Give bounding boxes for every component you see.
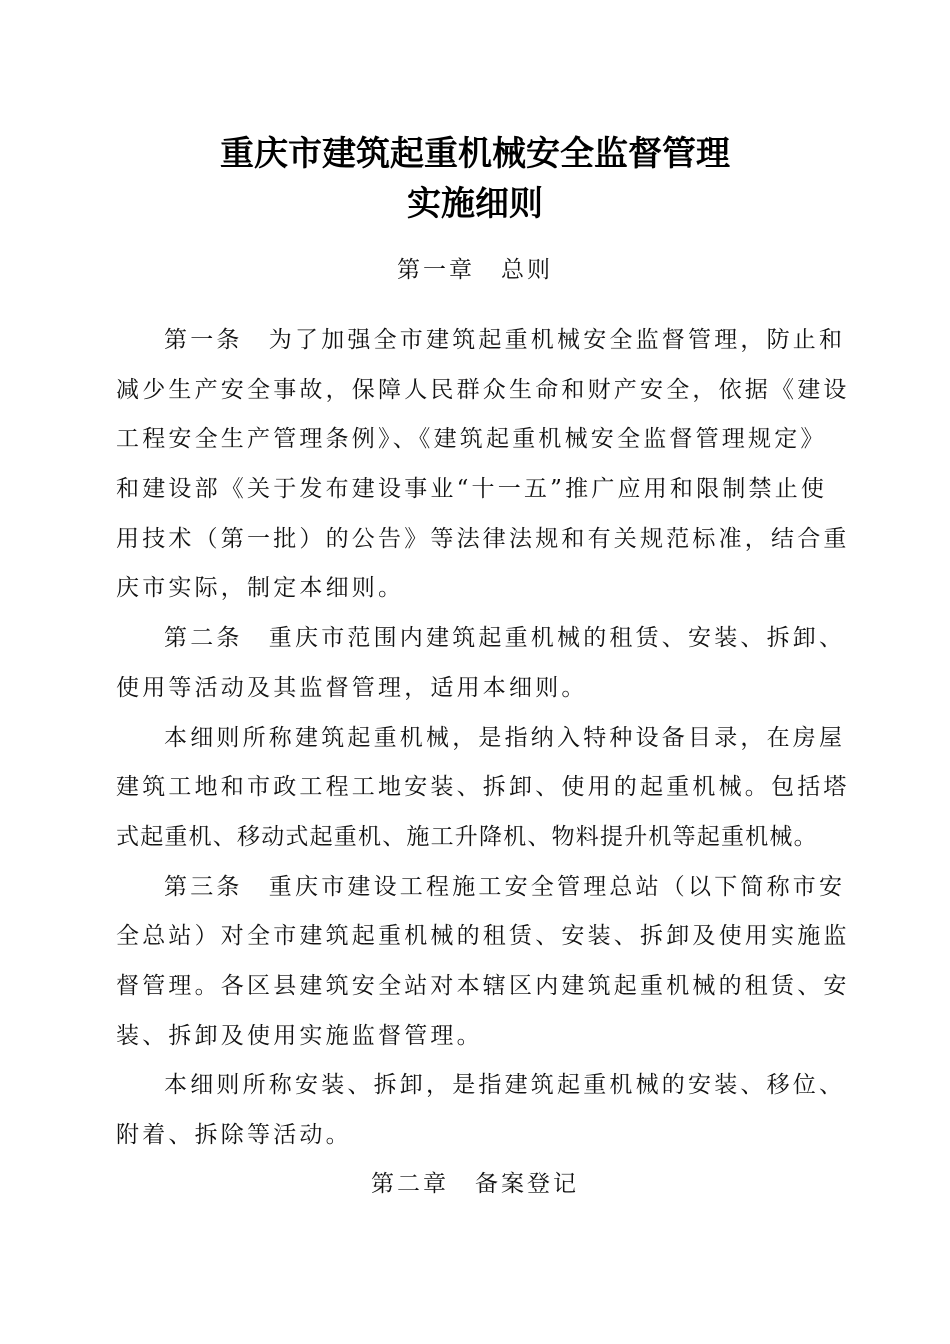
article-2-line-2: 使用等活动及其监督管理，适用本细则。 — [116, 674, 588, 701]
article-1-line-3: 工程安全生产管理条例》、《建筑起重机械安全监督管理规定》 — [116, 426, 827, 453]
document-title-line-2: 实施细则 — [407, 184, 543, 224]
paragraph-definition-line-2: 建筑工地和市政工程工地安装、拆卸、使用的起重机械。包括塔 — [116, 774, 850, 801]
article-1-line-1: 第一条 为了加强全市建筑起重机械安全监督管理，防止和 — [164, 327, 846, 353]
paragraph-installation-line-1: 本细则所称安装、拆卸，是指建筑起重机械的安装、移位、 — [164, 1072, 846, 1099]
document-title-line-1: 重庆市建筑起重机械安全监督管理 — [220, 134, 730, 174]
document-body — [116, 316, 850, 1161]
paragraph-definition-line-3: 式起重机、移动式起重机、施工升降机、物料提升机等起重机械。 — [116, 823, 818, 850]
paragraph-definition-line-1: 本细则所称建筑起重机械，是指纳入特种设备目录，在房屋 — [164, 724, 846, 751]
article-3-line-2: 全总站）对全市建筑起重机械的租赁、安装、拆卸及使用实施监 — [116, 923, 850, 950]
article-1-line-6: 庆市实际，制定本细则。 — [116, 575, 405, 602]
article-1-line-5: 用技术（第一批）的公告》等法律法规和有关规范标准，结合重 — [116, 525, 850, 552]
article-1-line-2: 减少生产安全事故，保障人民群众生命和财产安全，依据《建设 — [116, 376, 850, 403]
chapter-heading-1: 第一章 总则 — [397, 257, 553, 283]
article-3-line-4: 装、拆卸及使用实施监督管理。 — [116, 1022, 483, 1049]
chapter-heading-2: 第二章 备案登记 — [371, 1171, 579, 1197]
article-2-line-1: 第二条 重庆市范围内建筑起重机械的租赁、安装、拆卸、 — [164, 625, 846, 652]
article-3-line-1: 第三条 重庆市建设工程施工安全管理总站（以下简称市安 — [164, 873, 846, 900]
article-1-line-4: 和建设部《关于发布建设事业“十一五”推广应用和限制禁止使 — [116, 476, 828, 503]
article-3-line-3: 督管理。各区县建筑安全站对本辖区内建筑起重机械的租赁、安 — [116, 972, 850, 999]
paragraph-installation-line-2: 附着、拆除等活动。 — [116, 1122, 352, 1148]
